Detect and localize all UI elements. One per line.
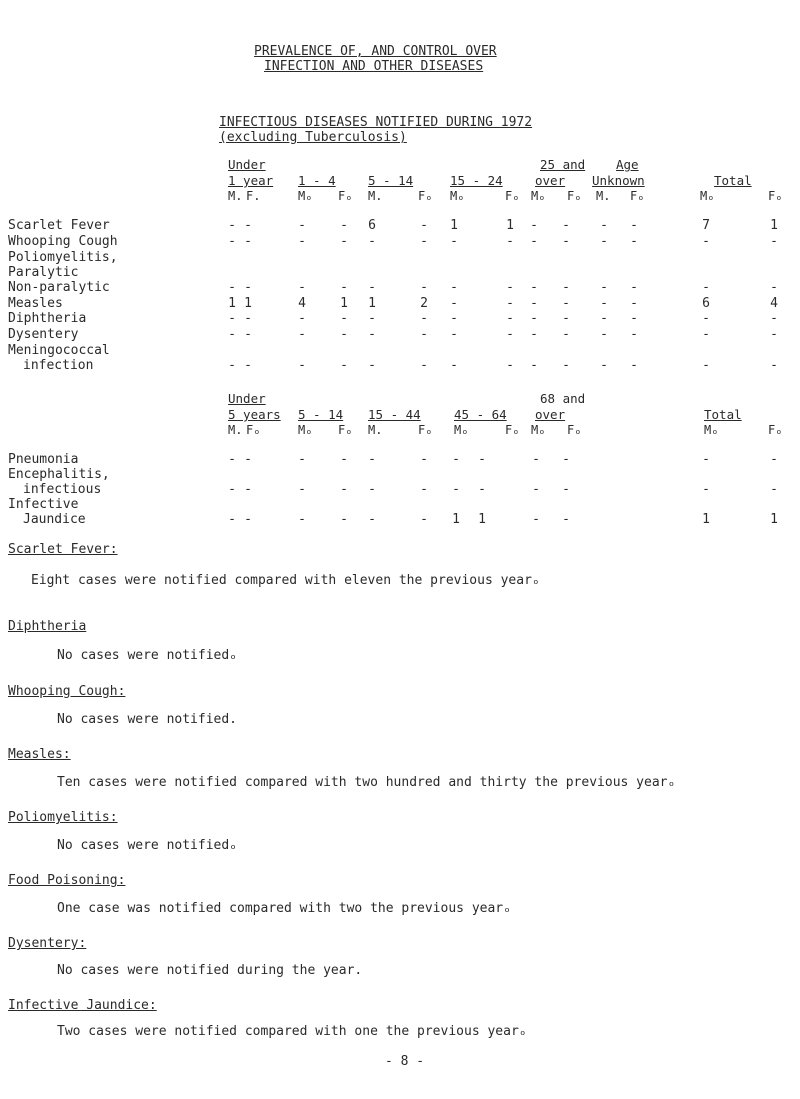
table-cell: - (228, 280, 236, 295)
row-label: Poliomyelitis, (8, 250, 118, 265)
page-heading-line1: PREVALENCE OF, AND CONTROL OVER (254, 44, 497, 59)
table-cell: - (298, 452, 306, 467)
sex-m: Mₒ (450, 189, 465, 203)
sex-m: Mₒ (700, 189, 715, 203)
table-cell: - (770, 311, 778, 326)
note-title: Scarlet Fever: (8, 542, 118, 557)
table-cell: - (630, 234, 638, 249)
table-cell: - (340, 234, 348, 249)
table-cell: - (562, 280, 570, 295)
table-cell: - (630, 311, 638, 326)
table-cell: - (368, 327, 376, 342)
table-cell: - (244, 512, 252, 527)
sex-m: Mₒ (298, 189, 313, 203)
hdr-total: Total (704, 407, 742, 422)
hdr-68-and: 68 and (540, 391, 586, 406)
table-cell: 1 (340, 296, 348, 311)
table-cell: - (228, 311, 236, 326)
table-cell: - (532, 482, 540, 497)
table-cell: - (450, 358, 458, 373)
table-cell: - (340, 512, 348, 527)
table-cell: - (478, 452, 486, 467)
sex-f: F. (246, 189, 261, 203)
table-cell: - (630, 280, 638, 295)
table-cell: - (420, 512, 428, 527)
sex-m: M. (228, 423, 243, 437)
table-cell: - (562, 327, 570, 342)
table-cell: - (450, 327, 458, 342)
row-label: Paralytic (8, 265, 79, 280)
table-cell: - (506, 327, 514, 342)
row-label: Meningococcal (8, 343, 110, 358)
sex-f: Fₒ (567, 189, 582, 203)
sex-f: Fₒ (505, 423, 520, 437)
hdr-15-24: 15 - 24 (450, 173, 503, 188)
table-cell: 4 (298, 296, 306, 311)
table-cell: - (340, 358, 348, 373)
table-cell: - (506, 296, 514, 311)
sex-m: Mₒ (531, 423, 546, 437)
note-text: No cases were notified during the year. (57, 963, 363, 978)
table-cell: - (600, 327, 608, 342)
table-cell: - (770, 234, 778, 249)
hdr-total: Total (714, 173, 752, 188)
table-cell: 1 (450, 218, 458, 233)
row-label: Scarlet Fever (8, 218, 110, 233)
sex-f: Fₒ (418, 189, 433, 203)
table-cell: - (562, 512, 570, 527)
table-cell: - (702, 358, 710, 373)
hdr-15-44: 15 - 44 (368, 407, 421, 422)
table-cell: - (770, 452, 778, 467)
row-label: Dysentery (8, 327, 79, 342)
table-cell: - (702, 452, 710, 467)
page-heading-line2: INFECTION AND OTHER DISEASES (264, 59, 484, 74)
table-cell: - (630, 296, 638, 311)
table-cell: - (244, 482, 252, 497)
table-cell: - (530, 296, 538, 311)
row-label: Infective (8, 497, 79, 512)
hdr-1-year: 1 year (228, 173, 274, 188)
table-cell: - (452, 482, 460, 497)
note-text: No cases were notifiedₒ (57, 648, 238, 663)
table-cell: - (450, 296, 458, 311)
table-cell: - (368, 280, 376, 295)
table-cell: - (298, 482, 306, 497)
table-cell: - (244, 218, 252, 233)
hdr-25-and: 25 and (540, 157, 586, 172)
table1-title: INFECTIOUS DISEASES NOTIFIED DURING 1972 (219, 115, 533, 130)
table-cell: - (420, 327, 428, 342)
table-cell: - (368, 452, 376, 467)
table1-subtitle: (excluding Tuberculosis) (219, 130, 407, 145)
table-cell: - (562, 482, 570, 497)
page-number: - 8 - (385, 1054, 425, 1069)
row-label: infectious (23, 482, 102, 497)
sex-f: Fₒ (418, 423, 433, 437)
table-cell: - (420, 218, 428, 233)
row-label: Non-paralytic (8, 280, 110, 295)
table-cell: - (630, 218, 638, 233)
table-cell: - (770, 482, 778, 497)
table-cell: - (530, 280, 538, 295)
table-cell: - (420, 280, 428, 295)
table-cell: - (506, 280, 514, 295)
table-cell: - (298, 358, 306, 373)
table-cell: 1 (506, 218, 514, 233)
hdr-under: Under (228, 391, 266, 406)
table-cell: - (532, 512, 540, 527)
sex-m: Mₒ (531, 189, 546, 203)
table-cell: - (228, 482, 236, 497)
sex-m: Mₒ (454, 423, 469, 437)
sex-f: Fₒ (338, 423, 353, 437)
table-cell: - (530, 327, 538, 342)
note-title: Dysentery: (8, 936, 87, 951)
table-cell: - (600, 311, 608, 326)
table-cell: - (340, 280, 348, 295)
table-cell: - (228, 358, 236, 373)
table-cell: - (530, 311, 538, 326)
table-cell: - (228, 234, 236, 249)
hdr-5-14: 5 - 14 (368, 173, 414, 188)
table-cell: - (228, 218, 236, 233)
table-cell: - (420, 311, 428, 326)
table-cell: - (244, 358, 252, 373)
table-cell: - (600, 296, 608, 311)
hdr-age: Age (616, 157, 639, 172)
sex-f: Fₒ (505, 189, 520, 203)
hdr-under: Under (228, 157, 266, 172)
sex-m: Mₒ (704, 423, 719, 437)
table-cell: - (506, 311, 514, 326)
row-label: Jaundice (23, 512, 86, 527)
table-cell: - (630, 327, 638, 342)
table-cell: - (702, 280, 710, 295)
hdr-45-64: 45 - 64 (454, 407, 507, 422)
table-cell: 1 (770, 218, 778, 233)
sex-m: M. (596, 189, 611, 203)
note-title: Infective Jaundice: (8, 998, 157, 1013)
table-cell: - (368, 311, 376, 326)
table-cell: - (562, 296, 570, 311)
table-cell: 1 (368, 296, 376, 311)
note-text: Ten cases were notified compared with two hundred and thirty the previous yearₒ (57, 775, 676, 790)
row-label: Diphtheria (8, 311, 87, 326)
hdr-5-14: 5 - 14 (298, 407, 344, 422)
table-cell: 1 (702, 512, 710, 527)
table-cell: 7 (702, 218, 710, 233)
table-cell: - (702, 234, 710, 249)
table-cell: - (340, 482, 348, 497)
table-cell: - (630, 358, 638, 373)
note-text: Eight cases were notified compared with eleven the previous yearₒ (31, 573, 540, 588)
table-cell: - (368, 512, 376, 527)
sex-f: Fₒ (246, 423, 261, 437)
table-cell: - (702, 482, 710, 497)
table-cell: - (340, 218, 348, 233)
table-cell: - (600, 218, 608, 233)
table-cell: - (770, 327, 778, 342)
table-cell: - (420, 482, 428, 497)
table-cell: - (450, 234, 458, 249)
table-cell: - (298, 311, 306, 326)
table-cell: - (530, 234, 538, 249)
table-cell: - (770, 280, 778, 295)
table-cell: - (368, 234, 376, 249)
table-cell: - (600, 280, 608, 295)
table-cell: 1 (478, 512, 486, 527)
table-cell: 1 (228, 296, 236, 311)
table-cell: - (506, 234, 514, 249)
table-cell: 6 (368, 218, 376, 233)
table-cell: - (340, 311, 348, 326)
sex-m: M. (368, 189, 383, 203)
table-cell: - (244, 452, 252, 467)
note-title: Diphtheria (8, 619, 87, 634)
table-cell: - (420, 234, 428, 249)
table-cell: - (298, 280, 306, 295)
table-cell: - (298, 218, 306, 233)
row-label: Measles (8, 296, 63, 311)
table-cell: - (562, 452, 570, 467)
note-title: Food Poisoning: (8, 873, 126, 888)
sex-m: Mₒ (298, 423, 313, 437)
row-label: Whooping Cough (8, 234, 118, 249)
table-cell: - (478, 482, 486, 497)
table-cell: - (600, 358, 608, 373)
note-text: One case was notified compared with two the previous yearₒ (57, 901, 511, 916)
hdr-5-years: 5 years (228, 407, 281, 422)
hdr-unknown: Unknown (592, 173, 645, 188)
table-cell: - (530, 358, 538, 373)
table-cell: - (298, 327, 306, 342)
table-cell: - (770, 358, 778, 373)
table-cell: 4 (770, 296, 778, 311)
table-cell: - (368, 482, 376, 497)
row-label: Encephalitis, (8, 467, 110, 482)
note-text: No cases were notifiedₒ (57, 838, 238, 853)
table-cell: - (562, 218, 570, 233)
note-text: No cases were notified. (57, 712, 238, 727)
table-cell: - (228, 452, 236, 467)
table-cell: - (244, 327, 252, 342)
table-cell: - (702, 327, 710, 342)
sex-f: Fₒ (567, 423, 582, 437)
table-cell: 2 (420, 296, 428, 311)
table-cell: - (298, 512, 306, 527)
table-cell: - (228, 327, 236, 342)
row-label: infection (23, 358, 94, 373)
table-cell: - (452, 452, 460, 467)
table-cell: - (420, 358, 428, 373)
sex-m: M. (368, 423, 383, 437)
table-cell: - (532, 452, 540, 467)
table-cell: - (562, 234, 570, 249)
table-cell: - (530, 218, 538, 233)
table-cell: - (450, 280, 458, 295)
table-cell: 6 (702, 296, 710, 311)
table-cell: - (340, 327, 348, 342)
note-title: Poliomyelitis: (8, 810, 118, 825)
table-cell: - (450, 311, 458, 326)
table-cell: - (600, 234, 608, 249)
table-cell: - (562, 311, 570, 326)
note-title: Whooping Cough: (8, 684, 126, 699)
sex-m: M. (228, 189, 243, 203)
note-text: Two cases were notified compared with one the previous yearₒ (57, 1024, 527, 1039)
row-label: Pneumonia (8, 452, 79, 467)
hdr-over: over (535, 173, 566, 188)
sex-f: Fₒ (630, 189, 645, 203)
table-cell: - (244, 280, 252, 295)
table-cell: - (368, 358, 376, 373)
table-cell: - (702, 311, 710, 326)
hdr-over: over (535, 407, 566, 422)
hdr-1-4: 1 - 4 (298, 173, 336, 188)
table-cell: - (228, 512, 236, 527)
table-cell: - (562, 358, 570, 373)
table-cell: - (298, 234, 306, 249)
note-title: Measles: (8, 747, 71, 762)
table-cell: 1 (770, 512, 778, 527)
sex-f: Fₒ (338, 189, 353, 203)
table-cell: 1 (452, 512, 460, 527)
table-cell: - (506, 358, 514, 373)
sex-f: Fₒ (768, 423, 783, 437)
table-cell: - (420, 452, 428, 467)
table-cell: - (340, 452, 348, 467)
table-cell: 1 (244, 296, 252, 311)
table-cell: - (244, 234, 252, 249)
sex-f: Fₒ (768, 189, 783, 203)
table-cell: - (244, 311, 252, 326)
